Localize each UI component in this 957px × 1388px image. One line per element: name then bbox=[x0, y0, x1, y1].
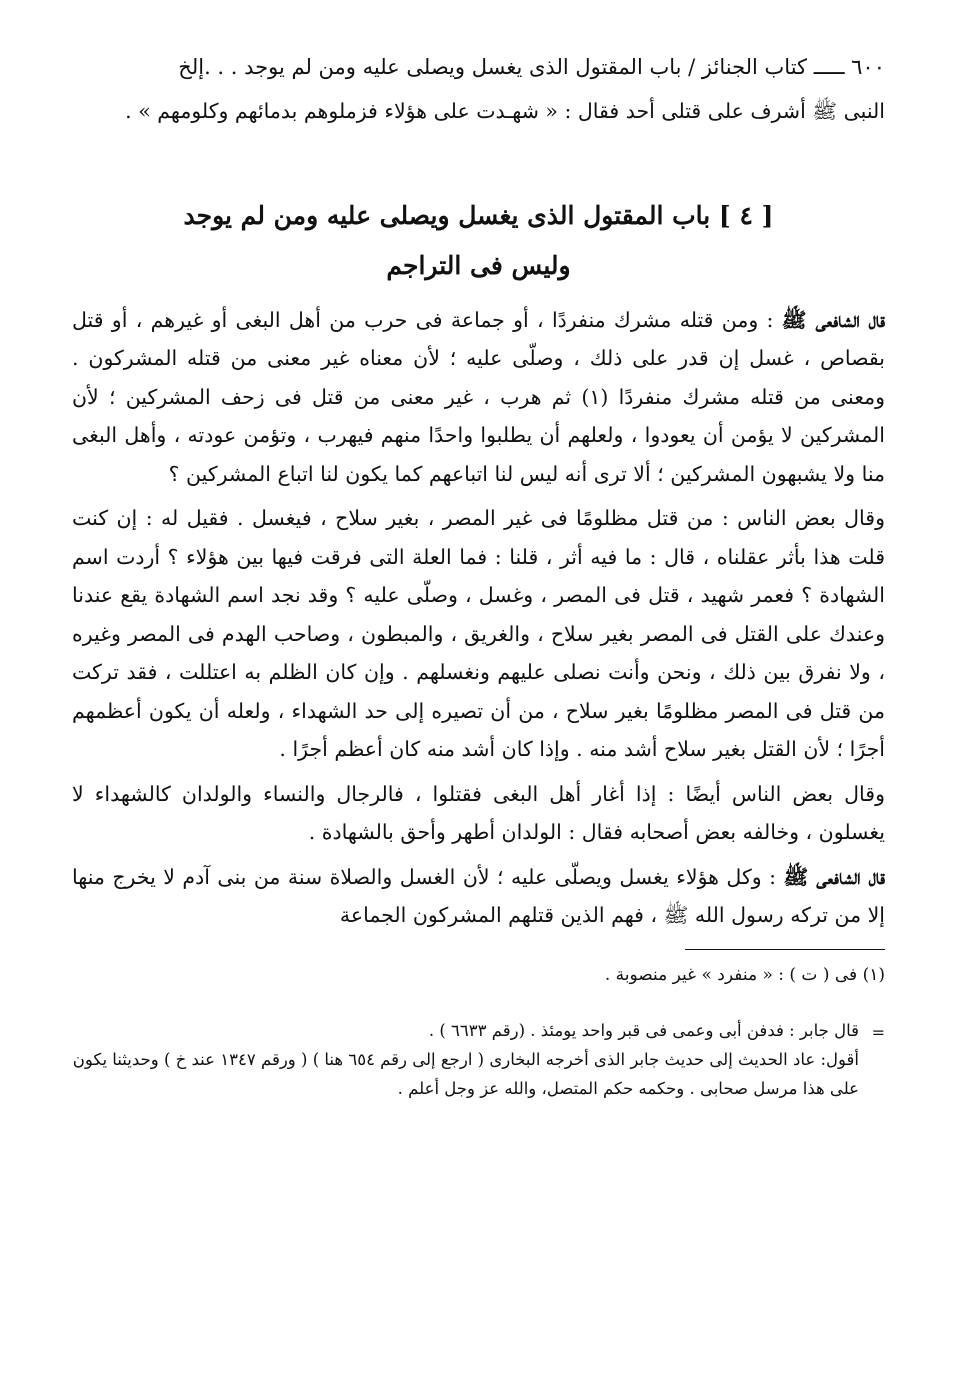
chapter-title-line-2: وليس فى التراجم bbox=[386, 250, 571, 280]
paragraph-text: وقال بعض الناس أيضًا : إذا أغار أهل البغى فقتلوا ، فالرجال والنساء والولدان كالشهداء لا يغسلون ، وخالفه بعض أصحابه فقال : الولدان أطهر وأحق بالشهادة . bbox=[72, 781, 885, 844]
speaker-label: قال الشافعى ﷺ bbox=[783, 864, 885, 889]
running-header: ٦٠٠ ـــــ كتاب الجنائز / باب المقتول الذى يغسل ويصلى عليه ومن لم يوجد . . .إلخ bbox=[178, 55, 885, 79]
chapter-title-line-1: [ ٤ ] باب المقتول الذى يغسل ويصلى عليه ومن لم يوجد bbox=[183, 200, 774, 230]
paragraph-1 bbox=[72, 301, 885, 494]
paragraph-4 bbox=[72, 858, 885, 935]
chapter-title bbox=[72, 191, 885, 291]
commentary-notes bbox=[72, 1016, 885, 1103]
footnote: (١) فى ( ت ) : « منفرد » غير منصوبة . bbox=[604, 964, 885, 985]
paragraph-text: : وكل هؤلاء يغسل ويصلّى عليه ؛ لأن الغسل والصلاة سنة من بنى آدم لا يخرج منها إلا من تركه رسول الله ﷺ ، فهم الذين قتلهم المشركون الجماعة bbox=[72, 864, 885, 927]
paragraph-text: : ومن قتله مشرك منفردًا ، أو جماعة فى حرب من أهل البغى أو غيرهم ، أو قتل بقصاص ، غسل إن قدر على ذلك ، وصلّى عليه ؛ لأن معناه غير معنى من قتله المشركون . ومعنى من قتله مشرك منفردًا (١) ثم هرب ، غير معنى من قتل فى زحف المشركين ؛ لأن المشركين لا يؤمن أن يعودوا ، ولعلهم أن يطلبوا واحدًا منهم فيهرب ، وتؤمن عودته ، وأهل البغى منا ولا يشبهون المشركين ؛ ألا ترى أنه ليس لنا اتباعهم كما يكون لنا اتباع المشركين ؟ bbox=[72, 307, 886, 486]
commentary-line-2: أقول: عاد الحديث إلى حديث جابر الذى أخرجه البخارى ( ارجع إلى رقم ٦٥٤ هنا ) ( ورقم ١٣٤٧ عند خ ) وحديثنا يكون على هذا مرسل صحابى . وحكمه حكم المتصل، والله عز وجل أعلم . bbox=[72, 1049, 859, 1098]
speaker-label: قال الشافعى ﷺ bbox=[781, 307, 885, 332]
paragraph-text: وقال بعض الناس : من قتل مظلومًا فى غير المصر ، بغير سلاح ، فيغسل . فقيل له : إن كنت قلت هذا بأثر عقلناه ، قال : ما فيه أثر ، قلنا : فما العلة التى فرقت فيها بين هؤلاء ؟ أردت اسم الشهادة ؟ فعمر شهيد ، قتل فى المصر ، وغسل ، وصلّى عليه ؟ وقد نجد اسم الشهادة يقع عندنا وعندك على القتل فى المصر بغير سلاح ، والغريق ، والمبطون ، وصاحب الهدم فى المصر وغيره ، ولا نفرق بين ذلك ، ونحن وأنت نصلى عليهم ونغسلهم . وإن كان الظلم به اعتللت ، فقد تركت من قتل فى المصر مظلومًا بغير سلاح ، من أن تصيره إلى حد الشهداء ، ولعله أن يكون أعظمهم أجرًا ؛ لأن القتل بغير سلاح أشد منه . وإذا كان أشد منه كان أعظم أجرًا . bbox=[72, 506, 885, 761]
paragraph-2 bbox=[72, 499, 885, 769]
footnote-divider bbox=[685, 949, 885, 950]
intro-paragraph: النبى ﷺ أشرف على قتلى أحد فقال : « شهـدت على هؤلاء فزملوهم بدمائهم وكلومهم » . bbox=[125, 99, 885, 123]
continuation-mark: = bbox=[871, 1022, 885, 1042]
paragraph-3 bbox=[72, 775, 885, 852]
commentary-line-1: قال جابر : فدفن أبى وعمى فى قبر واحد يومئذ . (رقم ٦٦٣٣ ) . bbox=[428, 1020, 859, 1040]
